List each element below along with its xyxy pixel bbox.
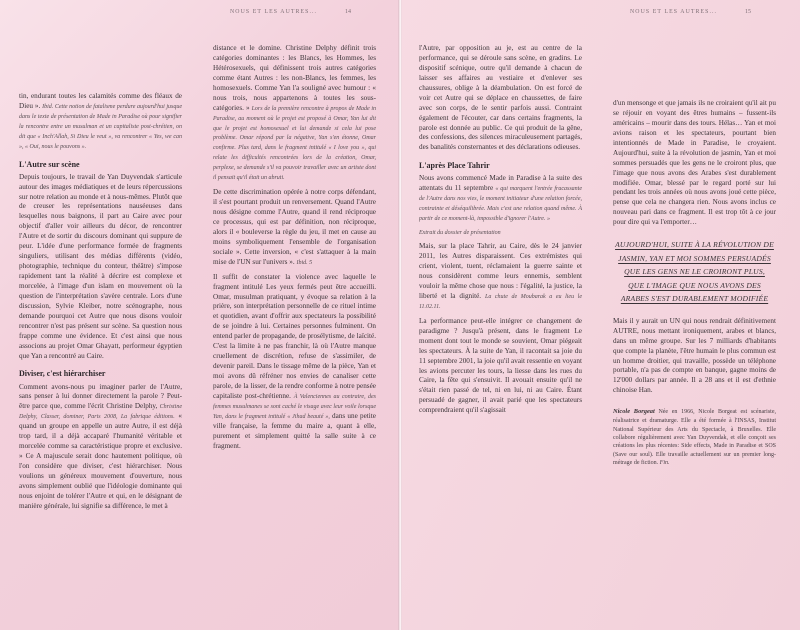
right-column-1 [419, 44, 582, 610]
footnote-inline: À Valenciennes au contraire, des femmes musulmanes se sont caché le visage avec leur voile lorsque Yan, dans le fragment intitulé « Jihad beauté », [213, 393, 376, 420]
section-heading-autre-sur-scene: L'Autre sur scène [19, 159, 80, 169]
paragraph-text: Mais, sur la place Tahrir, au Caire, dès le 24 janvier 2011, les Autres disparaissent. Ces extrémistes qui crient, violent, tuent, réclamaient la guerre sainte et nous considèrent comme leurs ennemis, semblent vouloir la même chose que nous : l'égalité, la justice, la liberté et la dignité. [419, 242, 582, 300]
paragraph: Depuis toujours, le travail de Yan Duyvendak s'articule autour des images médiatiques et de leurs répercussions sur notre relation au monde et à nous-mêmes. Plutôt que de creuser les représentations nauséeuses dans lesquelles nous baignons, il part au Caire avec pour objectif d'aller voir ailleurs du décor, de rencontrer l'Autre et de sortir du discours dominant qui suppure de peur. L'idée d'une performance formée de fragments singuliers, utilisant des médias différents (vidéo, photographie, technique du conteur, théâtre) s'impose rapidement tant la réalité à décrire est complexe et morcelée, à l'image d'un islam en mouvement où la question de l'interprétation s'avère centrale. Lors d'une discussion, Sylvie Kleiber, notre scénographe, nous demande pourquoi cet Autre que nous disons vouloir rencontrer n'est pas présent sur scène. Sa question nous frappe comme une évidence. Et c'est ainsi que nous associons au projet Omar Ghayatt, performeur égyptien que Yan a rencontré au Caire. [19, 172, 182, 360]
paragraph: Mais il y aurait un UN qui nous rendrait définitivement AUTRE, nous mettant ironiquement, arabes et blancs, dans un même groupe. Sur les 7 milliards d'habitants que compte la planète, l'être humain le plus commun est un homme droitier, qui travaille, possède un téléphone portable, n'a pas de compte en banque, gagne moins de 12'000 dollars par année. Il a 28 ans et il est d'ethnie chinoise Han. [613, 316, 776, 395]
paragraph: l'Autre, par opposition au je, est au centre de la performance, qui se déroule sans scène, en gradins. Le dispositif scénique, outre qu'il demande à chacun de laisser ses affaires au vestiaire et d'enlever ses chaussures, oblige à la déambulation. On est forcé de voir cet Autre qui se déplace en chaussettes, de faire avec son corps, de le sentir parfois aussi. Contraint également de l'écouter, car dans certains fragments, la parole est donnée au public. Ce qui produit de la gêne, des confessions, des silences miraculeusement partagés, des banalités consternantes et des déclarations odieuses. [419, 44, 582, 152]
left-column-2 [213, 44, 376, 610]
paragraph: La performance peut-elle intégrer ce changement de paradigme ? Jusqu'à présent, dans le fragment Le moment dont tout le monde se souvient, Omar piégeait les spectateurs. À la suite de Yan, il racontait sa joie du 11 septembre 2001, la joie qu'il avait ressentie en voyant les avions percuter les tours, la liesse dans les rues du Caire, la fête qui s'ensuivit. Il avouait ensuite qu'il ne s'était rien passé de tel, ni en lui, ni au Caire. Étant persuadé de gagner, il avait parié que les spectateurs comprendraient qu'il s'agissait [419, 316, 582, 415]
page-number-left: 14 [345, 9, 351, 15]
paragraph-text: Nous avons commencé Made in Paradise à la suite des attentats du 11 septembre [419, 174, 582, 193]
page-fold [398, 0, 402, 630]
author-name: Nicole Borgeat [613, 408, 655, 416]
page-right [400, 0, 800, 630]
footnote-inline: Lors de la première rencontre à propos de Made in Paradise, au moment où le projet est proposé à Omar, Yan lui dit que le projet est homosexuel et lui demande si cela lui pose problème. Omar répond par la négative, Yan s'en étonne, Omar confirme. Plus tard, dans le fragment intitulé « I love you », qui relate les difficultés rencontrées lors de la création, Omar, perplexe, se demande s'il va pouvoir travailler avec un artiste dont il pensait qu'il était un abruti. [213, 105, 376, 182]
paragraph [19, 383, 182, 512]
fin-marker: Fin. [659, 460, 670, 467]
footnote-inline: Ibid. 5 [296, 259, 313, 266]
paragraph-text: De cette discrimination opérée à notre corps défendant, il s'est pourtant produit un renversement. Quand l'Autre nous désigne comme l'Autre, quand il rend réciproque ce processus, qui est par définition, non réciproque, alors il « bouleverse la règle du jeu, il met en cause au moins symboliquement l'ensemble de l'organisation sociale ». Cette inversion, « c'est s'attaquer à la main mise de l'UN sur l'univers ». [213, 188, 376, 266]
right-column-2 [613, 99, 776, 610]
paragraph [213, 188, 376, 268]
paragraph [419, 242, 582, 312]
author-bio [613, 408, 776, 467]
paragraph: d'un mensonge et que jamais ils ne croiraient qu'il ait pu se réjouir en voyant des êtres humains – fussent-ils américains – mourir dans des tours. Hélas… Yan et moi avions raison et les spectateurs, pourtant bien intentionnés de Made in Paradise, le croyaient. Aujourd'hui, suite à la révolution de jasmin, Yan et moi sommes persuadés que les gens ne le croiront plus, que l'image que nous avons des Arabes s'est durablement modifiée. Omar, blessé par le regard porté sur lui pendant les trois années où nous avons joué cette pièce, pense que cela ne changera rien. Nous avons inclus ce nouveau pari dans ce fragment. Il est trop tôt à ce jour pour dire qui va l'emporter… [613, 99, 776, 227]
paragraph-text: « quand un groupe en appelle un autre Autre, il est déjà trop tard, il a déjà accaparé l'humanité véritable et morcelée comme sa caractéristique propre et exclusive. » Ce A majuscule serait donc hautement politique, où l'on considère que diviser, c'est hiérarchiser. Nous voulions un généreux mouvement d'ouverture, nous avons simplement oublié que l'idéologie dominante qui nous enjoint de tolérer l'Autre et qui, en le désignant de manière générale, lui signifie sa différence, le met à [19, 412, 182, 510]
paragraph-text: tin, endurant toutes les calamités comme des fléaux de Dieu ». [19, 92, 182, 110]
paragraph-text: Il suffit de constater la violence avec laquelle le fragment intitulé Les yeux fermés peut être accueilli. Omar, musulman pratiquant, y évoque sa relation à la prière, son interprétation personnelle de ce rituel intime et quotidien, avant d'offrir aux spectateurs la possibilité de se joindre à lui. Certaines personnes fulminent. On entend parler de propagande, de prosélytisme, de laïcité. C'est la limite à ne pas franchir, là où l'Autre manque cruellement de discrétion, refuse de s'assimiler, de devenir pareil. Dans le tissage même de la pièce, Yan et moi avons dû réfréner nos envies de canaliser cette parole, de la lisser, de la rendre conforme à notre pensée capitaliste post-chrétienne. [213, 272, 376, 400]
running-head-left: NOUS ET LES AUTRES... [230, 9, 318, 15]
running-head-right: NOUS ET LES AUTRES... [630, 9, 718, 15]
paragraph [213, 44, 376, 183]
paragraph-text: dans une petite ville française, la femme du maire a, quant à elle, purement et simplement quitté la salle suite à ce fragment. [213, 411, 376, 450]
section-heading-diviser: Diviser, c'est hiérarchiser [19, 369, 106, 379]
footnote-source-line: Extrait du dossier de présentation [419, 230, 501, 237]
footnote-inline: La chute de Moubarak a eu lieu le 11.02.11. [419, 293, 582, 310]
section-heading-apres-place-tahrir: L'après Place Tahrir [419, 161, 490, 171]
paragraph [419, 174, 582, 224]
pull-quote: AUJOURD'HUI, SUITE À LA RÉVOLUTION DE JASMIN, YAN ET MOI SOMMES PERSUADÉS QUE LES GENS NE LE CROIRONT PLUS, QUE L'IMAGE QUE NOUS AVONS DES ARABES S'EST DURABLEMENT MODIFIÉE [615, 240, 774, 304]
footnote-inline: Ibid. Cette notion de fatalisme perdure aujourd'hui jusque dans le texte de présentation de Made in Paradise où pour signifier la rencontre entre un musulman et un capitaliste post-chrétien, on dit que « Inch'Allah, Si Dieu le veut », va rencontrer « Yes, we can », « Oui, nous le pouvons ». [19, 103, 182, 150]
paragraph-text: Comment avons-nous pu imaginer parler de l'Autre, sans penser à lui donner directement la parole ? Peut-être parce que, comme l'écrit Christine Delphy, [19, 382, 182, 411]
left-column-1 [19, 92, 182, 610]
paragraph-continuation [19, 92, 182, 152]
footnote-inline: Christine Delphy, Classer, dominer, Paris 2008, La fabrique éditions. [19, 404, 182, 421]
page-number-right: 15 [745, 9, 751, 15]
author-bio-text: Née en 1966, Nicole Borgeat est scénariste, réalisatrice et dramaturge. Elle a été formée à l'INSAS, Institut National Supérieur des Arts du Spectacle, à Bruxelles. Elle collabore régulièrement avec Yan Duyvendak, et elle conçoit ses créations les plus récentes: Side effects, Made in Paradise et SOS (Save our soul). Elle travaille actuellement sur un premier long-métrage de fiction. [613, 409, 776, 467]
paragraph [213, 273, 376, 452]
paragraph-text: distance et le domine. Christine Delphy définit trois catégories dominantes : les Blancs, les Hommes, les Hétérosexuels, qui définissent trois autres catégories comme étant Autres : les non-Blancs, les femmes, les homosexuels. Comme Yan l'a souligné avec humour : « nous trois, nous appartenons à toutes les sous-catégories. » [213, 44, 376, 112]
footnote-inline: « qui marquent l'entrée fracassante de l'Autre dans nos vies, le moment initiateur d'une relation forcée, contrainte et déséquilibrée. Mais c'est une relation quand même. À partir de ce moment-là, impossible d'ignorer l'Autre. » [419, 186, 582, 223]
